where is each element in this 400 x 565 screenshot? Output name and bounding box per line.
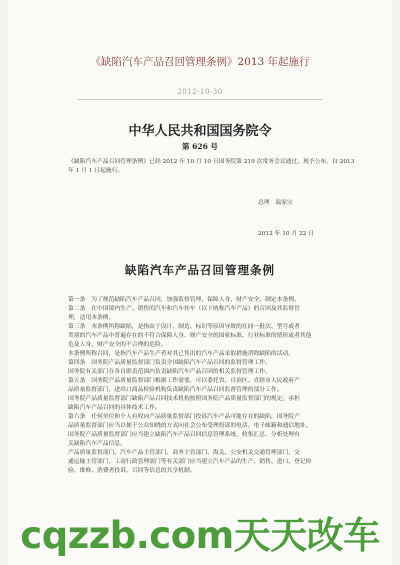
body-line: 产品质量监督部门、汽车产品主管部门、商务主管部门、海关、公安机关交通管理部门、交 — [68, 450, 300, 456]
body-line: 验、维修、消费者投诉、召回等信息的共享机制。 — [68, 468, 196, 474]
body-line: 通运输主管部门、工商行政管理部门等有关部门应当建立汽车产品的生产、销售、进口、登记检 — [68, 459, 312, 465]
regulation-title: 缺陷汽车产品召回管理条例 — [125, 263, 275, 277]
body-line: 第三条 本条例所称缺陷，是指由于设计、制造、标识等原因导致的在同一批次、型号或者 — [68, 324, 300, 330]
publish-date: 2012-10-30 — [177, 88, 223, 96]
body-line: 本条例所称召回，是指汽车产品生产者对其已售出的汽车产品采取措施消除缺陷的活动。 — [68, 351, 295, 357]
body-line: 第一条 为了规范缺陷汽车产品召回，加强监督管理，保障人身、财产安全，制定本条例。 — [68, 297, 300, 303]
body-line: 关缺陷汽车产品信息。 — [68, 441, 126, 447]
body-line: 理，适用本条例。 — [68, 315, 115, 321]
body-line: 类别的汽车产品中普遍存在的不符合保障人身、财产安全的国家标准、行业标准的情形或者其他 — [68, 333, 312, 339]
regulation-body — [68, 296, 360, 476]
sign-date: 2012 年 10 月 22 日 — [258, 231, 315, 237]
header-divider — [78, 99, 322, 100]
body-line: 品质量监督部门应当以便于公众知晓的方式向社会公布受理投诉的电话、电子邮箱和通信地址。 — [68, 423, 312, 429]
body-line: 第五条 国务院产品质量监督部门根据工作需要，可以委托省、自治区、直辖市人民政府产 — [68, 378, 300, 384]
body-line: 国务院产品质量监督部门缺陷产品召回技术机构按照国务院产品质量监督部门的规定，承担 — [68, 396, 300, 402]
body-line: 品质量监督部门，进出口商品检验机构负责缺陷汽车产品召回监督管理的部分工作。 — [68, 387, 283, 393]
body-line: 危及人身、财产安全的不合理的危险。 — [68, 342, 167, 348]
document-page — [8, 0, 392, 565]
body-line: 第四条 国务院产品质量监督部门负责全国缺陷汽车产品召回的监督管理工作。 — [68, 360, 271, 366]
body-line: 缺陷汽车产品召回的具体技术工作。 — [68, 405, 161, 411]
signature: 总理 温家宝 — [258, 200, 293, 206]
decree-issuer: 中华人民共和国国务院令 — [128, 124, 272, 139]
body-line: 第二条 在中国境内生产、销售的汽车和汽车挂车（以下统称汽车产品）的召回及其监督管 — [68, 306, 300, 312]
watermark: cqzzb.com天天改车 — [20, 514, 380, 557]
decree-intro: 《缺陷汽车产品召回管理条例》已经 2012 年 10 月 10 日国务院第 219 次常务会议通过，现予公布，自 2013 年 1 月 1 日起施行。 — [68, 159, 355, 174]
body-line: 第六条 任何单位和个人有权向产品质量监督部门投诉汽车产品可能存在的缺陷，国务院产 — [68, 414, 300, 420]
decree-number: 第 626 号 — [182, 142, 218, 151]
body-line: 国务院产品质量监督部门应当建立缺陷汽车产品召回信息管理系统，收集汇总、分析处理有 — [68, 432, 300, 438]
header-title: 《缺陷汽车产品召回管理条例》2013 年起施行 — [90, 56, 310, 68]
body-line: 国务院有关部门在各自职责范围内负责缺陷汽车产品召回的相关监督管理工作。 — [68, 369, 271, 375]
